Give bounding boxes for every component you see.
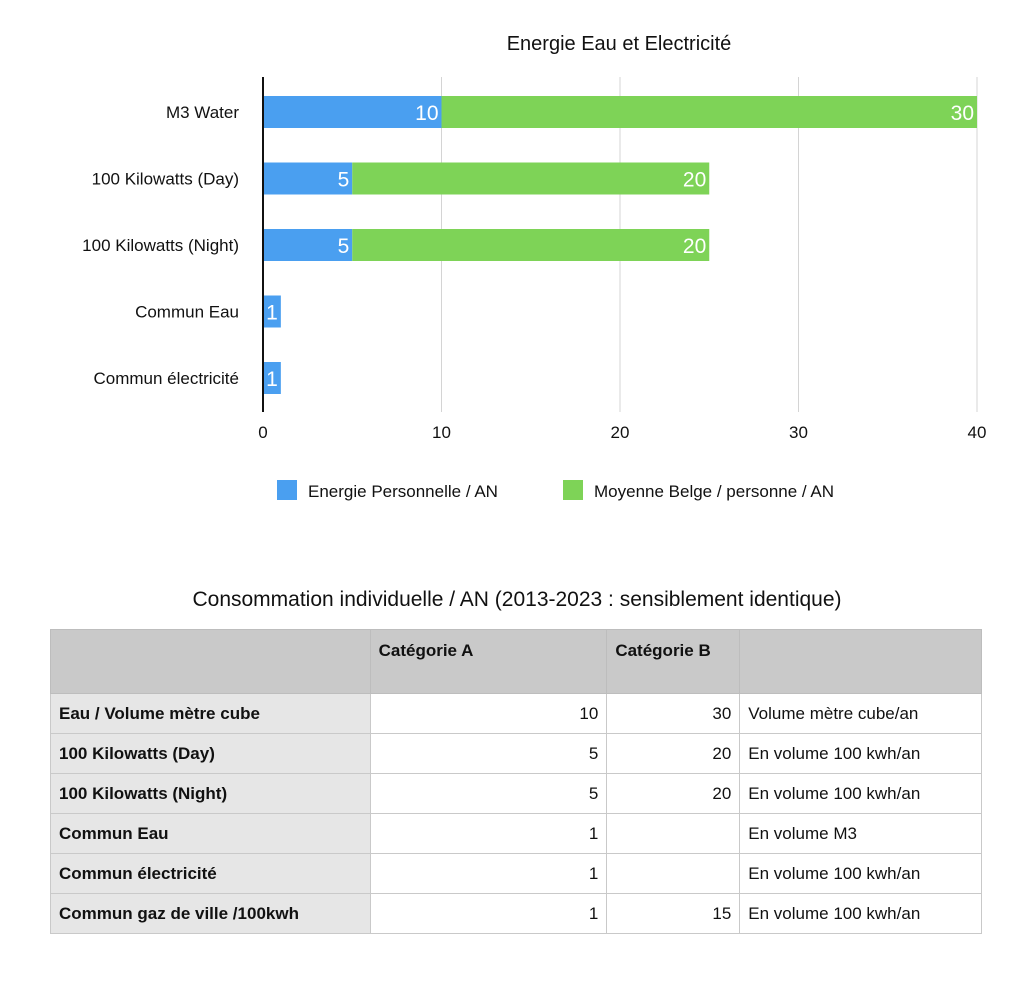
table-row: [51, 854, 982, 894]
table-row: [51, 774, 982, 814]
unit-cell: Volume mètre cube/an: [740, 694, 982, 734]
category-label: Commun électricité: [93, 369, 239, 388]
bar-segment: [352, 163, 709, 195]
value-categorie-b: [607, 814, 740, 854]
category-label: 100 Kilowatts (Day): [91, 169, 239, 189]
table-row: [51, 814, 982, 854]
chart-legend: [277, 480, 834, 501]
row-label: 100 Kilowatts (Night): [51, 774, 371, 814]
row-label: Commun électricité: [51, 854, 371, 894]
legend-label: Energie Personnelle / AN: [308, 482, 498, 501]
x-axis-ticks: [258, 423, 986, 442]
x-tick-label: 30: [789, 423, 808, 442]
header-categorie-a: Catégorie A: [370, 630, 607, 694]
row-label: Commun gaz de ville /100kwh: [51, 894, 371, 934]
x-tick-label: 40: [967, 423, 987, 442]
legend-swatch: [277, 480, 297, 500]
value-categorie-a: 5: [370, 774, 607, 814]
table-header-row: [51, 630, 982, 694]
bar-value-label: 1: [266, 368, 278, 391]
category-label: 100 Kilowatts (Night): [82, 236, 239, 255]
header-cell-unit: [740, 630, 982, 694]
bar-value-label: 1: [266, 301, 278, 325]
bar-value-label: 5: [337, 168, 350, 192]
value-categorie-a: 5: [370, 734, 607, 774]
value-categorie-b: 20: [607, 734, 740, 774]
unit-cell: En volume 100 kwh/an: [740, 894, 982, 934]
bar-segment: [352, 229, 709, 261]
unit-cell: En volume 100 kwh/an: [740, 774, 982, 814]
value-categorie-a: 1: [370, 894, 607, 934]
unit-cell: En volume 100 kwh/an: [740, 854, 982, 894]
value-categorie-a: 10: [370, 694, 607, 734]
x-tick-label: 10: [432, 423, 451, 442]
x-tick-label: 20: [610, 423, 630, 442]
bar-segment: [442, 96, 978, 128]
bar-value-label: 30: [950, 102, 974, 125]
bar-value-label: 20: [682, 235, 707, 258]
table-row: [51, 734, 982, 774]
legend-label: Moyenne Belge / personne / AN: [594, 482, 835, 501]
bar-value-label: 5: [337, 235, 350, 258]
category-label: M3 Water: [165, 103, 239, 122]
category-labels: [82, 103, 239, 388]
table-row: [51, 894, 982, 934]
table-row: [51, 694, 982, 734]
bar-value-label: 20: [682, 168, 707, 192]
chart-title: Energie Eau et Electricité: [506, 33, 732, 55]
category-label: Commun Eau: [135, 302, 239, 322]
header-cell-empty: [51, 630, 371, 694]
row-label: Eau / Volume mètre cube: [51, 694, 371, 734]
bar-value-label: 10: [415, 102, 439, 125]
value-categorie-a: 1: [370, 814, 607, 854]
value-categorie-b: 30: [607, 694, 740, 734]
unit-cell: En volume 100 kwh/an: [740, 734, 982, 774]
value-categorie-b: 15: [607, 894, 740, 934]
consumption-table: [50, 629, 982, 934]
table-title: Consommation individuelle / AN (2013-2023 : sensiblement identique): [192, 588, 842, 611]
legend-swatch: [563, 480, 583, 500]
x-tick-label: 0: [258, 423, 268, 442]
unit-cell: En volume M3: [740, 814, 982, 854]
header-categorie-b: Catégorie B: [607, 630, 740, 694]
value-categorie-a: 1: [370, 854, 607, 894]
value-categorie-b: 20: [607, 774, 740, 814]
value-categorie-b: [607, 854, 740, 894]
row-label: 100 Kilowatts (Day): [51, 734, 371, 774]
row-label: Commun Eau: [51, 814, 371, 854]
